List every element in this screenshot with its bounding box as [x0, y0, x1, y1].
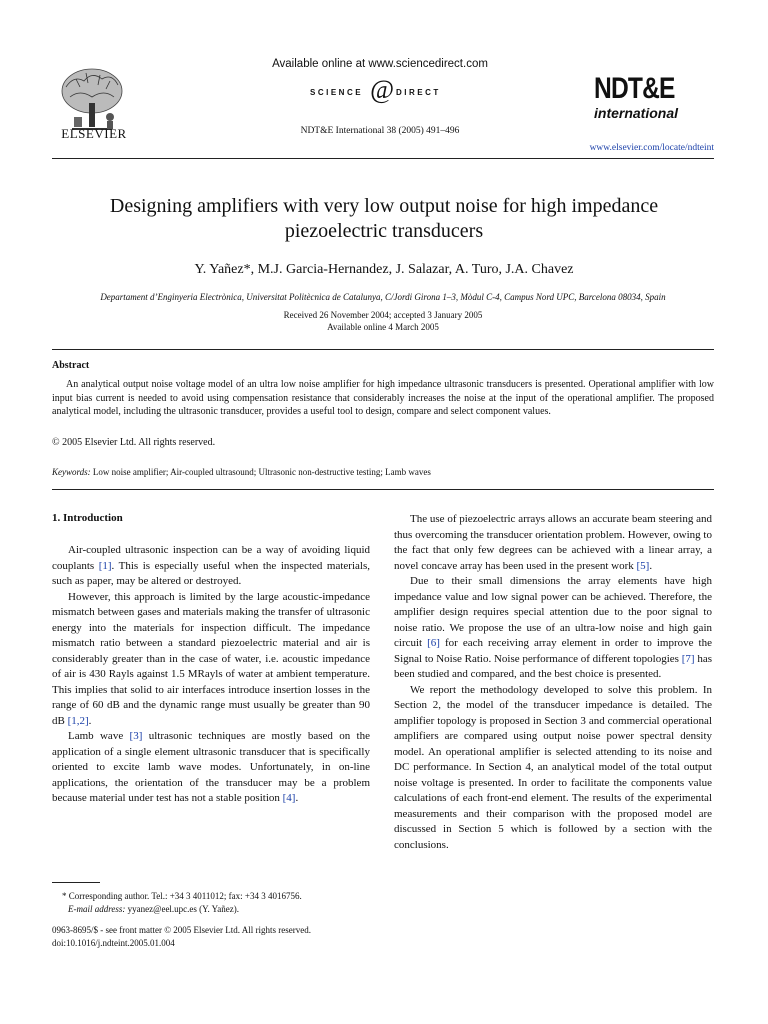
front-matter	[52, 924, 382, 950]
paragraph: Due to their small dimensions the array elements have high impedance value and low signal power can be achieved. Therefore, the amplifier design requires special attention due to the poor signal to noise ratio. We propose the use of an ultra-low noise and high gain circuit [6] for each receiving array element in order to improve the Signal to Noise Ratio. Noise performance of different topologies [7] has been studied and compared, and the best choice is presented.	[394, 575, 712, 680]
paragraph: However, this approach is limited by the large acoustic-impedance mismatch between gases and materials making the transfer of ultrasonic energy into the materials for inspection difficult. The impedance mismatch ratio between a standard piezoelectric material and air is considerably greater than in the case of water, i.e. acoustic impedance of air is 430 Rayls against 1.5 MRayls of water at ambient temperature. This implies that solid to air interfaces introduce insertion losses in the range of 60 dB and the dynamic range must usually be greater than 90 dB [1,2].	[52, 590, 370, 727]
sd-left-text: SCIENCE	[310, 88, 364, 97]
citation-link[interactable]: [1]	[98, 559, 112, 572]
available-online-text: Available online at www.sciencedirect.com	[272, 58, 488, 70]
paragraph: The use of piezoelectric arrays allows an accurate beam steering and thus overcoming the transducer orientation problem. However, owing to the fact that only few degrees can be achieved with a linear array, a novel concave array has been used in the present work [5].	[394, 513, 712, 572]
publisher-wordmark: ELSEVIER	[61, 126, 127, 141]
paragraph: Air-coupled ultrasonic inspection can be a way of avoiding liquid couplants [1]. This is especially useful when the inspected materials, such as paper, may be altered or destroyed.	[52, 544, 370, 587]
journal-url-link[interactable]: www.elsevier.com/locate/ndteint	[589, 143, 714, 153]
abstract-text: An analytical output noise voltage model of an ultra low noise amplifier for high impedance ultrasonic transducers is presented. Operational amplifier with low input bias current is needed to avoid using compensation resistance that considerably increases the noise at the input of the operational amplifier. The proposed analytical model, including the ultrasonic transducer, provides a useful tool to design, compare and select component values.	[52, 379, 714, 417]
abstract-heading: Abstract	[52, 360, 90, 371]
corresponding-author: * Corresponding author. Tel.: +34 3 4011012; fax: +34 3 4016756.	[62, 891, 302, 901]
keywords-list: Low noise amplifier; Air-coupled ultrasound; Ultrasonic non-destructive testing; Lamb waves	[92, 467, 431, 477]
left-column	[52, 543, 370, 807]
footnote	[52, 890, 382, 916]
sd-right-text: DIRECT	[396, 88, 441, 97]
article-authors: Y. Yañez*, M.J. Garcia-Hernandez, J. Salazar, A. Turo, J.A. Chavez	[194, 262, 574, 277]
journal-logo	[594, 74, 712, 121]
citation-link[interactable]: [5]	[636, 559, 650, 572]
article-title-line2: piezoelectric transducers	[284, 220, 484, 242]
journal-logo-main: NDT&E	[594, 72, 675, 105]
article-title	[60, 194, 708, 244]
abstract-copyright: © 2005 Elsevier Ltd. All rights reserved.	[52, 437, 216, 448]
header-divider	[52, 158, 714, 159]
available-date: Available online 4 March 2005	[327, 322, 439, 332]
section-heading-introduction: 1. Introduction	[52, 512, 123, 524]
citation-link[interactable]: [3]	[129, 730, 143, 742]
issn-line: 0963-8695/$ - see front matter © 2005 Elsevier Ltd. All rights reserved.	[52, 925, 312, 935]
email-label: E-mail address:	[68, 904, 126, 914]
received-date: Received 26 November 2004; accepted 3 January 2005	[283, 310, 483, 320]
email-address: yyanez@eel.upc.es (Y. Yañez).	[125, 904, 240, 914]
keywords	[52, 467, 714, 477]
abstract-top-divider	[52, 349, 714, 350]
article-dates	[52, 309, 714, 333]
sd-at-text: @	[370, 76, 394, 104]
citation-link[interactable]: [1,2]	[67, 714, 89, 727]
abstract-bottom-divider	[52, 489, 714, 490]
paragraph: Lamb wave [3] ultrasonic techniques are mostly based on the application of a single element ultrasonic transducer that is specifically oriented to excite lamb wave modes. Unfortunately, in on-line applications, the orientation of the transducer may be a problem because material under test has not a stable position [4].	[52, 730, 370, 804]
journal-logo-sub: international	[594, 105, 679, 121]
keywords-label: Keywords:	[52, 467, 91, 477]
doi-line: doi:10.1016/j.ndteint.2005.01.004	[52, 938, 175, 948]
citation-link[interactable]: [4]	[282, 792, 296, 804]
paragraph: We report the methodology developed to solve this problem. In Section 2, the model of the transducer impedance is detailed. The amplifier topology is proposed in Section 3 and commercial operational amplifiers are compared using output noise power spectral density model. An operational amplifier is selected attending to its noise and DC performance. In Section 4, an analytical model of the total output noise voltage is presented. In order to facilitate the components value calculations of each front-end element. The results of the experimental measurements and their comparison with the proposed model are discussed in Section 5 which is followed by a section with the conclusions.	[394, 683, 712, 851]
footnote-divider	[52, 882, 100, 883]
email-line	[52, 903, 382, 916]
sciencedirect-logo	[300, 76, 460, 106]
article-title-line1: Designing amplifiers with very low output noise for high impedance	[109, 195, 659, 217]
right-column	[394, 512, 712, 853]
citation-link[interactable]: [6]	[427, 637, 440, 649]
article-affiliation: Departament d’Enginyeria Electrònica, Universitat Politècnica de Catalunya, C/Jordi Girona 1–3, Mòdul C-4, Campus Nord UPC, Barcelona 08034, Spain	[100, 292, 666, 302]
journal-reference: NDT&E International 38 (2005) 491–496	[300, 126, 460, 136]
citation-link[interactable]: [7]	[681, 652, 695, 665]
